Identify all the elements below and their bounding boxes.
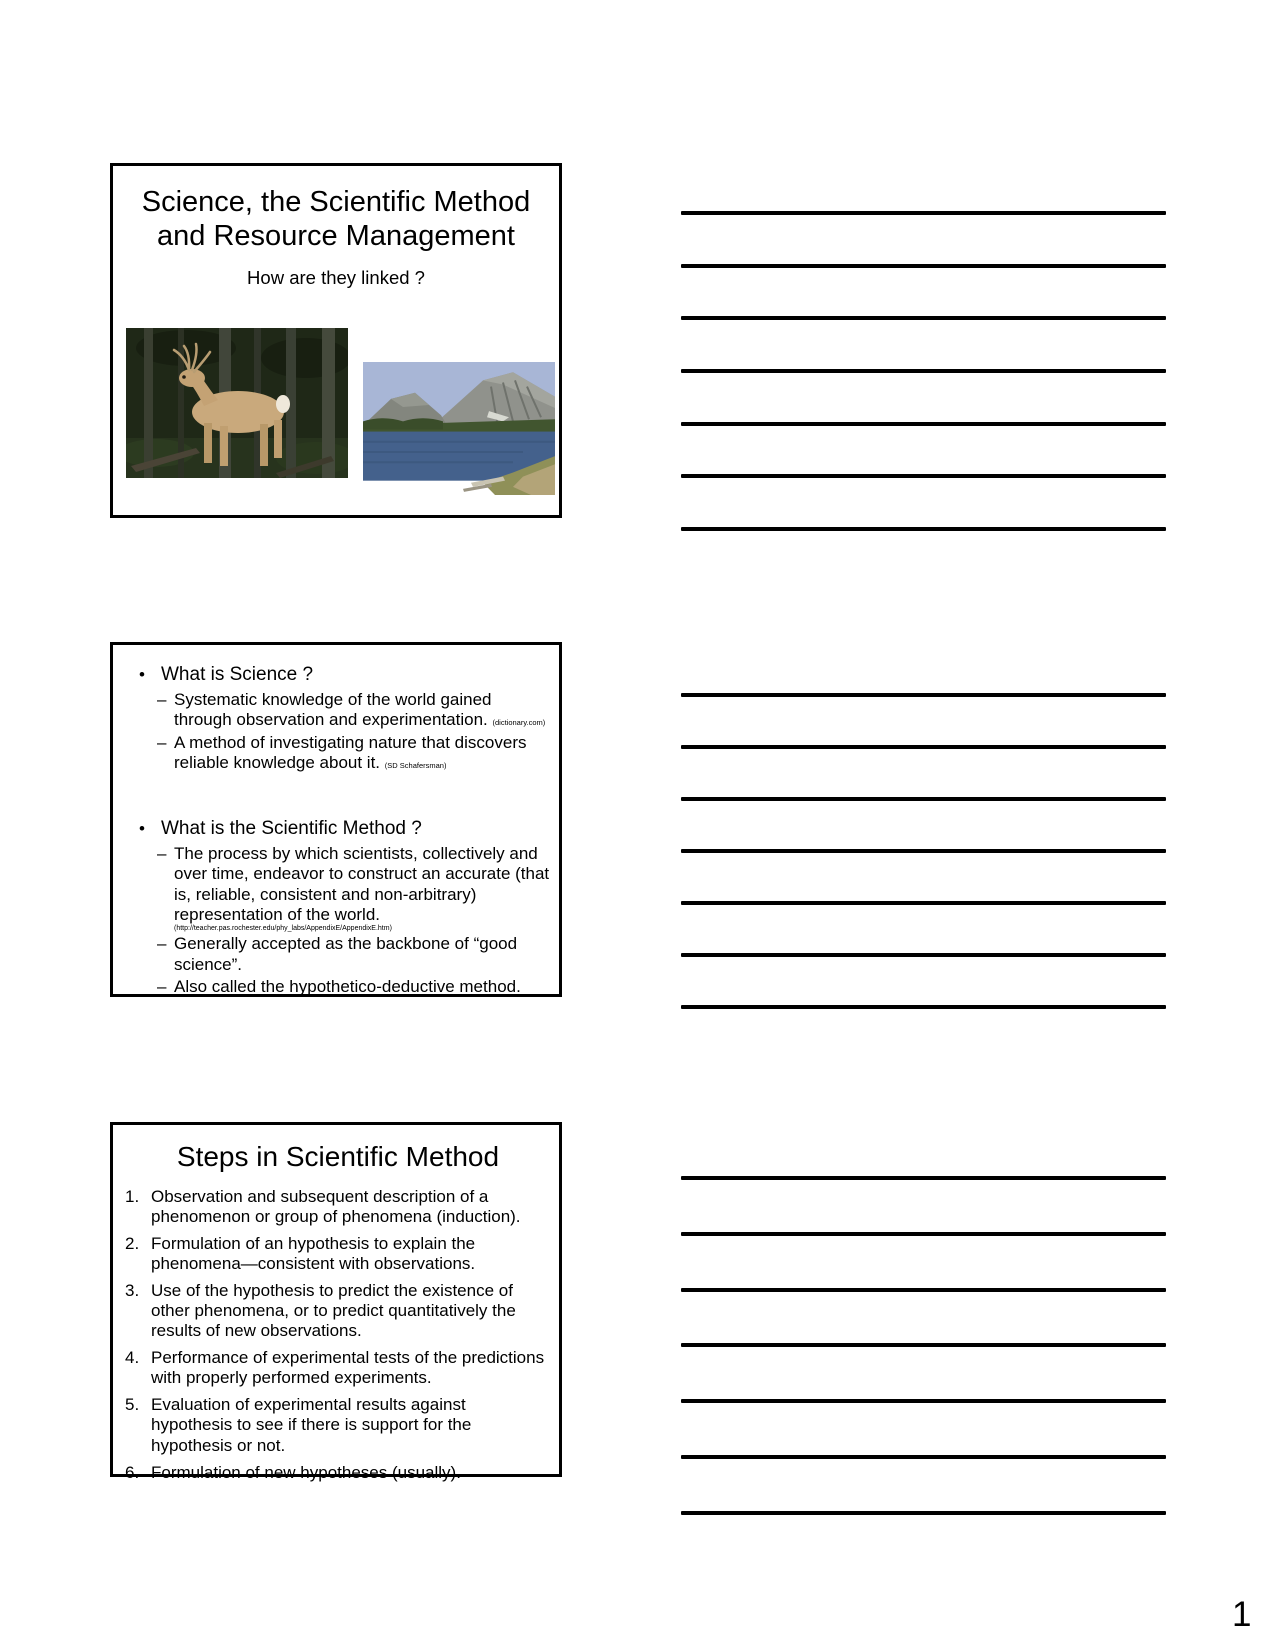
sub-bullet-item <box>157 733 551 774</box>
dash-icon: – <box>157 689 167 709</box>
citation-url: (http://teacher.pas.rochester.edu/phy_labs/AppendixE/AppendixE.htm) <box>174 924 392 932</box>
numbered-item <box>125 1281 551 1341</box>
note-line <box>681 693 1166 697</box>
bullet-item <box>139 817 551 841</box>
note-line <box>681 849 1166 853</box>
deer-photo <box>126 328 348 478</box>
note-line <box>681 1511 1166 1515</box>
numbered-item <box>125 1348 551 1388</box>
dash-icon: – <box>157 732 167 752</box>
page-number: 1 <box>1232 1595 1252 1634</box>
sub-bullet-item <box>157 690 551 731</box>
slide-title-line2: and Resource Management <box>157 219 515 252</box>
item-number: 2. <box>125 1234 140 1254</box>
note-line <box>681 1455 1166 1459</box>
sub-bullet-item <box>157 977 551 997</box>
slide-2-definitions <box>110 642 562 997</box>
slide-title-line1: Science, the Scientific Method <box>141 186 531 218</box>
bullet-heading: What is the Scientific Method ? <box>161 818 422 840</box>
dash-icon: – <box>157 977 167 997</box>
item-text: Observation and subsequent description of a phenomenon or group of phenomena (induction). <box>151 1187 521 1227</box>
numbered-item <box>125 1187 551 1227</box>
sub-bullet-text: Generally accepted as the backbone of “good science”. <box>174 934 518 974</box>
spacer <box>139 775 551 817</box>
note-line <box>681 797 1166 801</box>
slide-3-steps <box>110 1122 562 1482</box>
sub-bullet-text: A method of investigating nature that discovers reliable knowledge about it. <box>174 732 527 772</box>
citation: (dictionary.com) <box>492 718 546 728</box>
lake-photo <box>363 362 555 495</box>
note-line <box>681 901 1166 905</box>
note-lines-group-3 <box>681 1176 1166 1515</box>
note-line <box>681 1005 1166 1009</box>
item-number: 1. <box>125 1187 140 1206</box>
note-line <box>681 422 1166 426</box>
sub-bullet-text: Systematic knowledge of the world gained through observation and experimentation. <box>174 689 492 730</box>
dash-icon: – <box>157 844 167 864</box>
note-line <box>681 527 1166 531</box>
bullet-item <box>139 663 551 687</box>
note-line <box>681 1232 1166 1236</box>
item-number: 5. <box>125 1395 140 1415</box>
item-text: Evaluation of experimental results against hypothesis to see if there is support for the hypothesis or not. <box>151 1395 472 1455</box>
bullet-icon: • <box>139 665 145 684</box>
numbered-item <box>125 1395 551 1455</box>
citation: (SD Schafersman) <box>384 760 447 770</box>
sub-bullet-item <box>157 934 551 975</box>
bullet-icon: • <box>139 819 145 839</box>
numbered-item <box>125 1234 551 1274</box>
note-line <box>681 211 1166 215</box>
numbered-item <box>125 1463 551 1483</box>
item-text: Performance of experimental tests of the predictions with properly performed experiments. <box>151 1348 545 1388</box>
item-number: 4. <box>125 1348 140 1368</box>
slide-title <box>113 186 559 253</box>
sub-bullet-item <box>157 844 551 926</box>
note-lines-group-1 <box>681 211 1166 531</box>
note-line <box>681 1176 1166 1180</box>
item-text: Formulation of new hypotheses (usually). <box>151 1462 461 1482</box>
deer-photo-art <box>126 328 348 478</box>
note-line <box>681 745 1166 749</box>
note-line <box>681 1399 1166 1403</box>
item-number: 6. <box>125 1462 140 1482</box>
slide-subtitle: How are they linked ? <box>247 267 425 289</box>
item-number: 3. <box>125 1281 140 1301</box>
note-line <box>681 264 1166 268</box>
note-line <box>681 316 1166 320</box>
note-line <box>681 474 1166 478</box>
item-text: Formulation of an hypothesis to explain the phenomena—consistent with observations. <box>151 1234 476 1274</box>
sub-bullet-text: The process by which scientists, collectively and over time, endeavor to construct an accurate (that is, reliable, consistent and non-arbitrary) representation of the world. <box>174 844 550 925</box>
item-text: Use of the hypothesis to predict the existence of other phenomena, or to predict quantitatively the results of new observations. <box>151 1281 516 1341</box>
note-line <box>681 369 1166 373</box>
bullet-heading: What is Science ? <box>161 664 314 685</box>
note-line <box>681 1288 1166 1292</box>
note-line <box>681 953 1166 957</box>
lake-photo-art <box>363 362 555 495</box>
slide-1-title-slide <box>110 163 562 518</box>
note-line <box>681 1343 1166 1347</box>
slide-title: Steps in Scientific Method <box>176 1141 500 1172</box>
sub-bullet-text: Also called the hypothetico-deductive method. <box>174 977 521 997</box>
dash-icon: – <box>157 934 167 954</box>
note-lines-group-2 <box>681 693 1166 1009</box>
